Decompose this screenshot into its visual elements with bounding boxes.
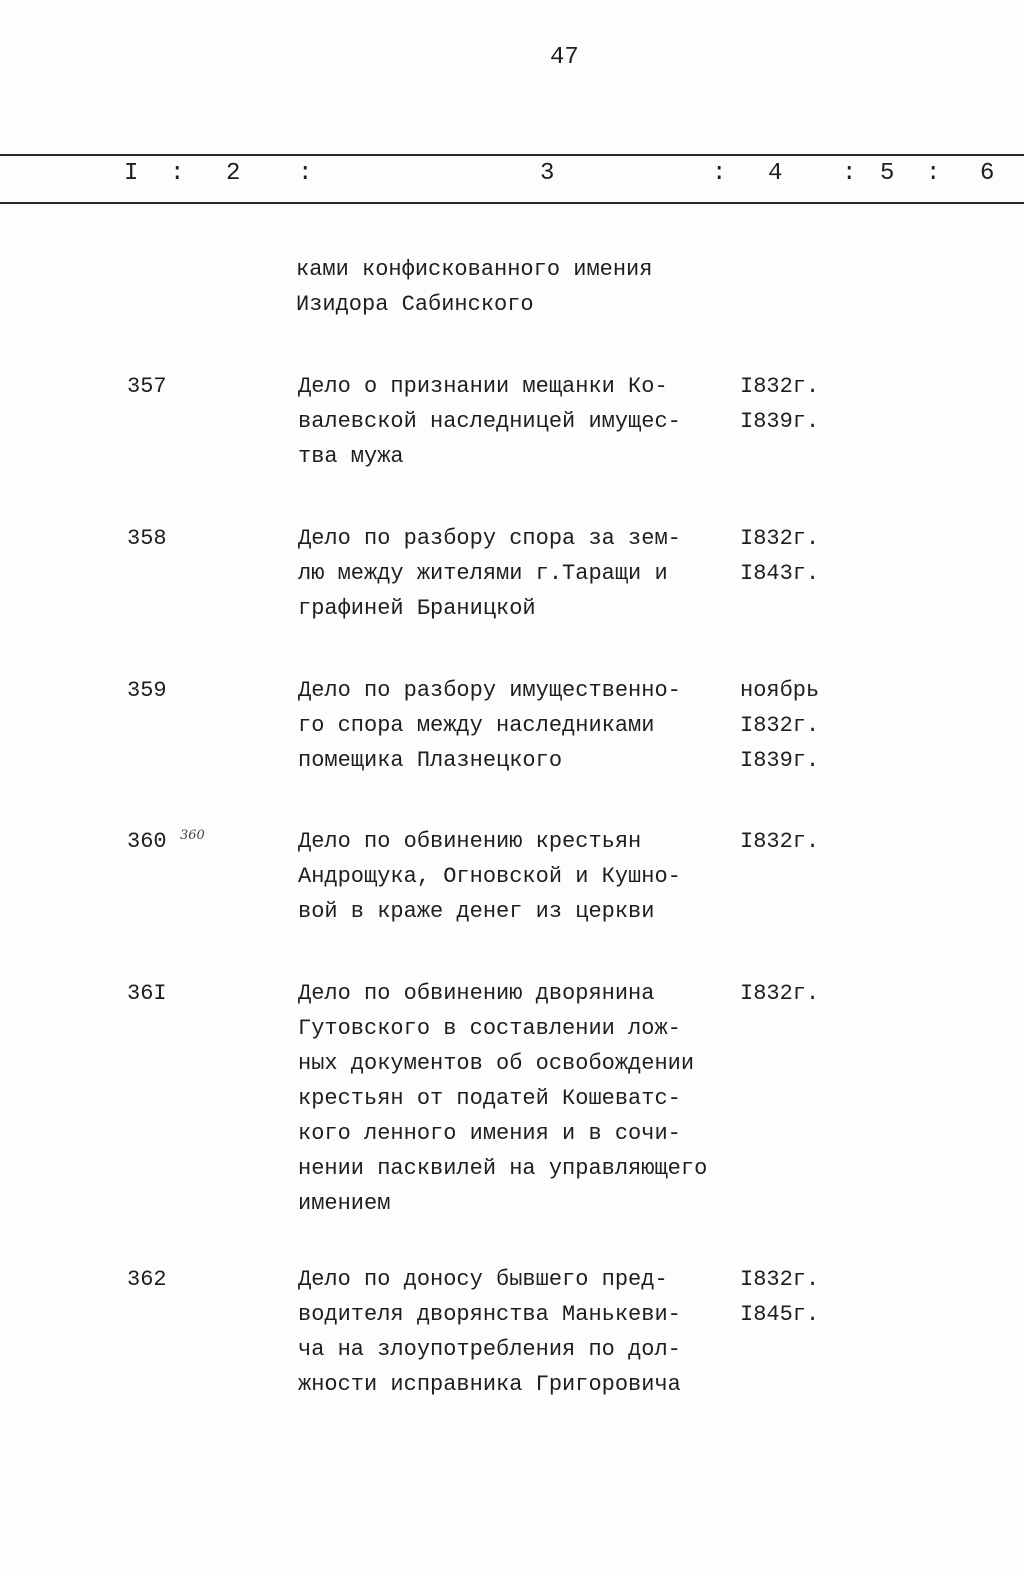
column-header-3: 3 <box>540 160 555 187</box>
title-line: водителя дворянства Манькеви- <box>298 1302 681 1327</box>
date-line: I845г. <box>740 1302 820 1327</box>
entry-number: 360 <box>127 829 167 854</box>
page-number: 47 <box>550 44 579 71</box>
entry-dates <box>740 673 819 778</box>
date-line: ноябрь <box>740 678 820 703</box>
header-top-rule <box>0 154 1024 156</box>
title-line: графиней Браницкой <box>298 596 536 621</box>
title-line: Гутовского в составлении лож- <box>298 1016 681 1041</box>
column-header-1: I <box>124 160 139 187</box>
title-line: жности исправника Григоровича <box>298 1372 681 1397</box>
title-line: Дело о признании мещанки Ко- <box>298 374 668 399</box>
column-separator: : <box>712 160 727 187</box>
column-header-2: 2 <box>226 160 241 187</box>
entry-number: 362 <box>127 1267 167 1292</box>
title-line: Дело по разбору имущественно- <box>298 678 681 703</box>
entry-title <box>298 824 681 929</box>
title-line: лю между жителями г.Таращи и <box>298 561 668 586</box>
handwritten-note: 360 <box>180 828 205 843</box>
column-header-4: 4 <box>768 160 783 187</box>
title-line: Дело по обвинению крестьян <box>298 829 642 854</box>
date-line: I832г. <box>740 526 820 551</box>
entry-number: 359 <box>127 678 167 703</box>
title-line: помещика Плазнецкого <box>298 748 563 773</box>
entry-title <box>296 252 652 322</box>
column-separator: : <box>170 160 185 187</box>
column-header-5: 5 <box>880 160 895 187</box>
entry-title <box>298 976 707 1221</box>
entry-title <box>298 673 681 778</box>
date-line: I843г. <box>740 561 820 586</box>
column-header-row <box>0 160 1024 196</box>
column-separator: : <box>926 160 941 187</box>
title-line: вой в краже денег из церкви <box>298 899 655 924</box>
header-bottom-rule <box>0 202 1024 204</box>
date-line: I832г. <box>740 713 820 738</box>
title-line: го спора между наследниками <box>298 713 655 738</box>
date-line: I832г. <box>740 981 820 1006</box>
entry-dates <box>740 521 819 591</box>
column-separator: : <box>298 160 313 187</box>
date-line: I839г. <box>740 748 820 773</box>
title-line: ками конфискованного имения <box>296 257 653 282</box>
title-line: кого ленного имения и в сочи- <box>298 1121 681 1146</box>
entry-title <box>298 521 681 626</box>
title-line: тва мужа <box>298 444 404 469</box>
title-line: имением <box>298 1191 391 1216</box>
entry-title <box>298 369 681 474</box>
title-line: Дело по разбору спора за зем- <box>298 526 681 551</box>
date-line: I832г. <box>740 829 820 854</box>
title-line: ча на злоупотребления по дол- <box>298 1337 681 1362</box>
entry-dates <box>740 369 819 439</box>
column-header-6: 6 <box>980 160 995 187</box>
entry-dates <box>740 976 819 1011</box>
entry-number: 36I <box>127 981 167 1006</box>
title-line: ных документов об освобождении <box>298 1051 695 1076</box>
title-line: Изидора Сабинского <box>296 292 534 317</box>
date-line: I832г. <box>740 374 820 399</box>
entry-dates <box>740 1262 819 1332</box>
entry-number: 358 <box>127 526 167 551</box>
title-line: Дело по обвинению дворянина <box>298 981 655 1006</box>
title-line: крестьян от податей Кошеватс- <box>298 1086 681 1111</box>
entry-dates <box>740 824 819 859</box>
title-line: Андрощука, Огновской и Кушно- <box>298 864 681 889</box>
title-line: нении пасквилей на управляющего <box>298 1156 708 1181</box>
title-line: Дело по доносу бывшего пред- <box>298 1267 668 1292</box>
column-separator: : <box>842 160 857 187</box>
date-line: I839г. <box>740 409 820 434</box>
title-line: валевской наследницей имущес- <box>298 409 681 434</box>
date-line: I832г. <box>740 1267 820 1292</box>
entry-number: 357 <box>127 374 167 399</box>
entry-title <box>298 1262 681 1402</box>
